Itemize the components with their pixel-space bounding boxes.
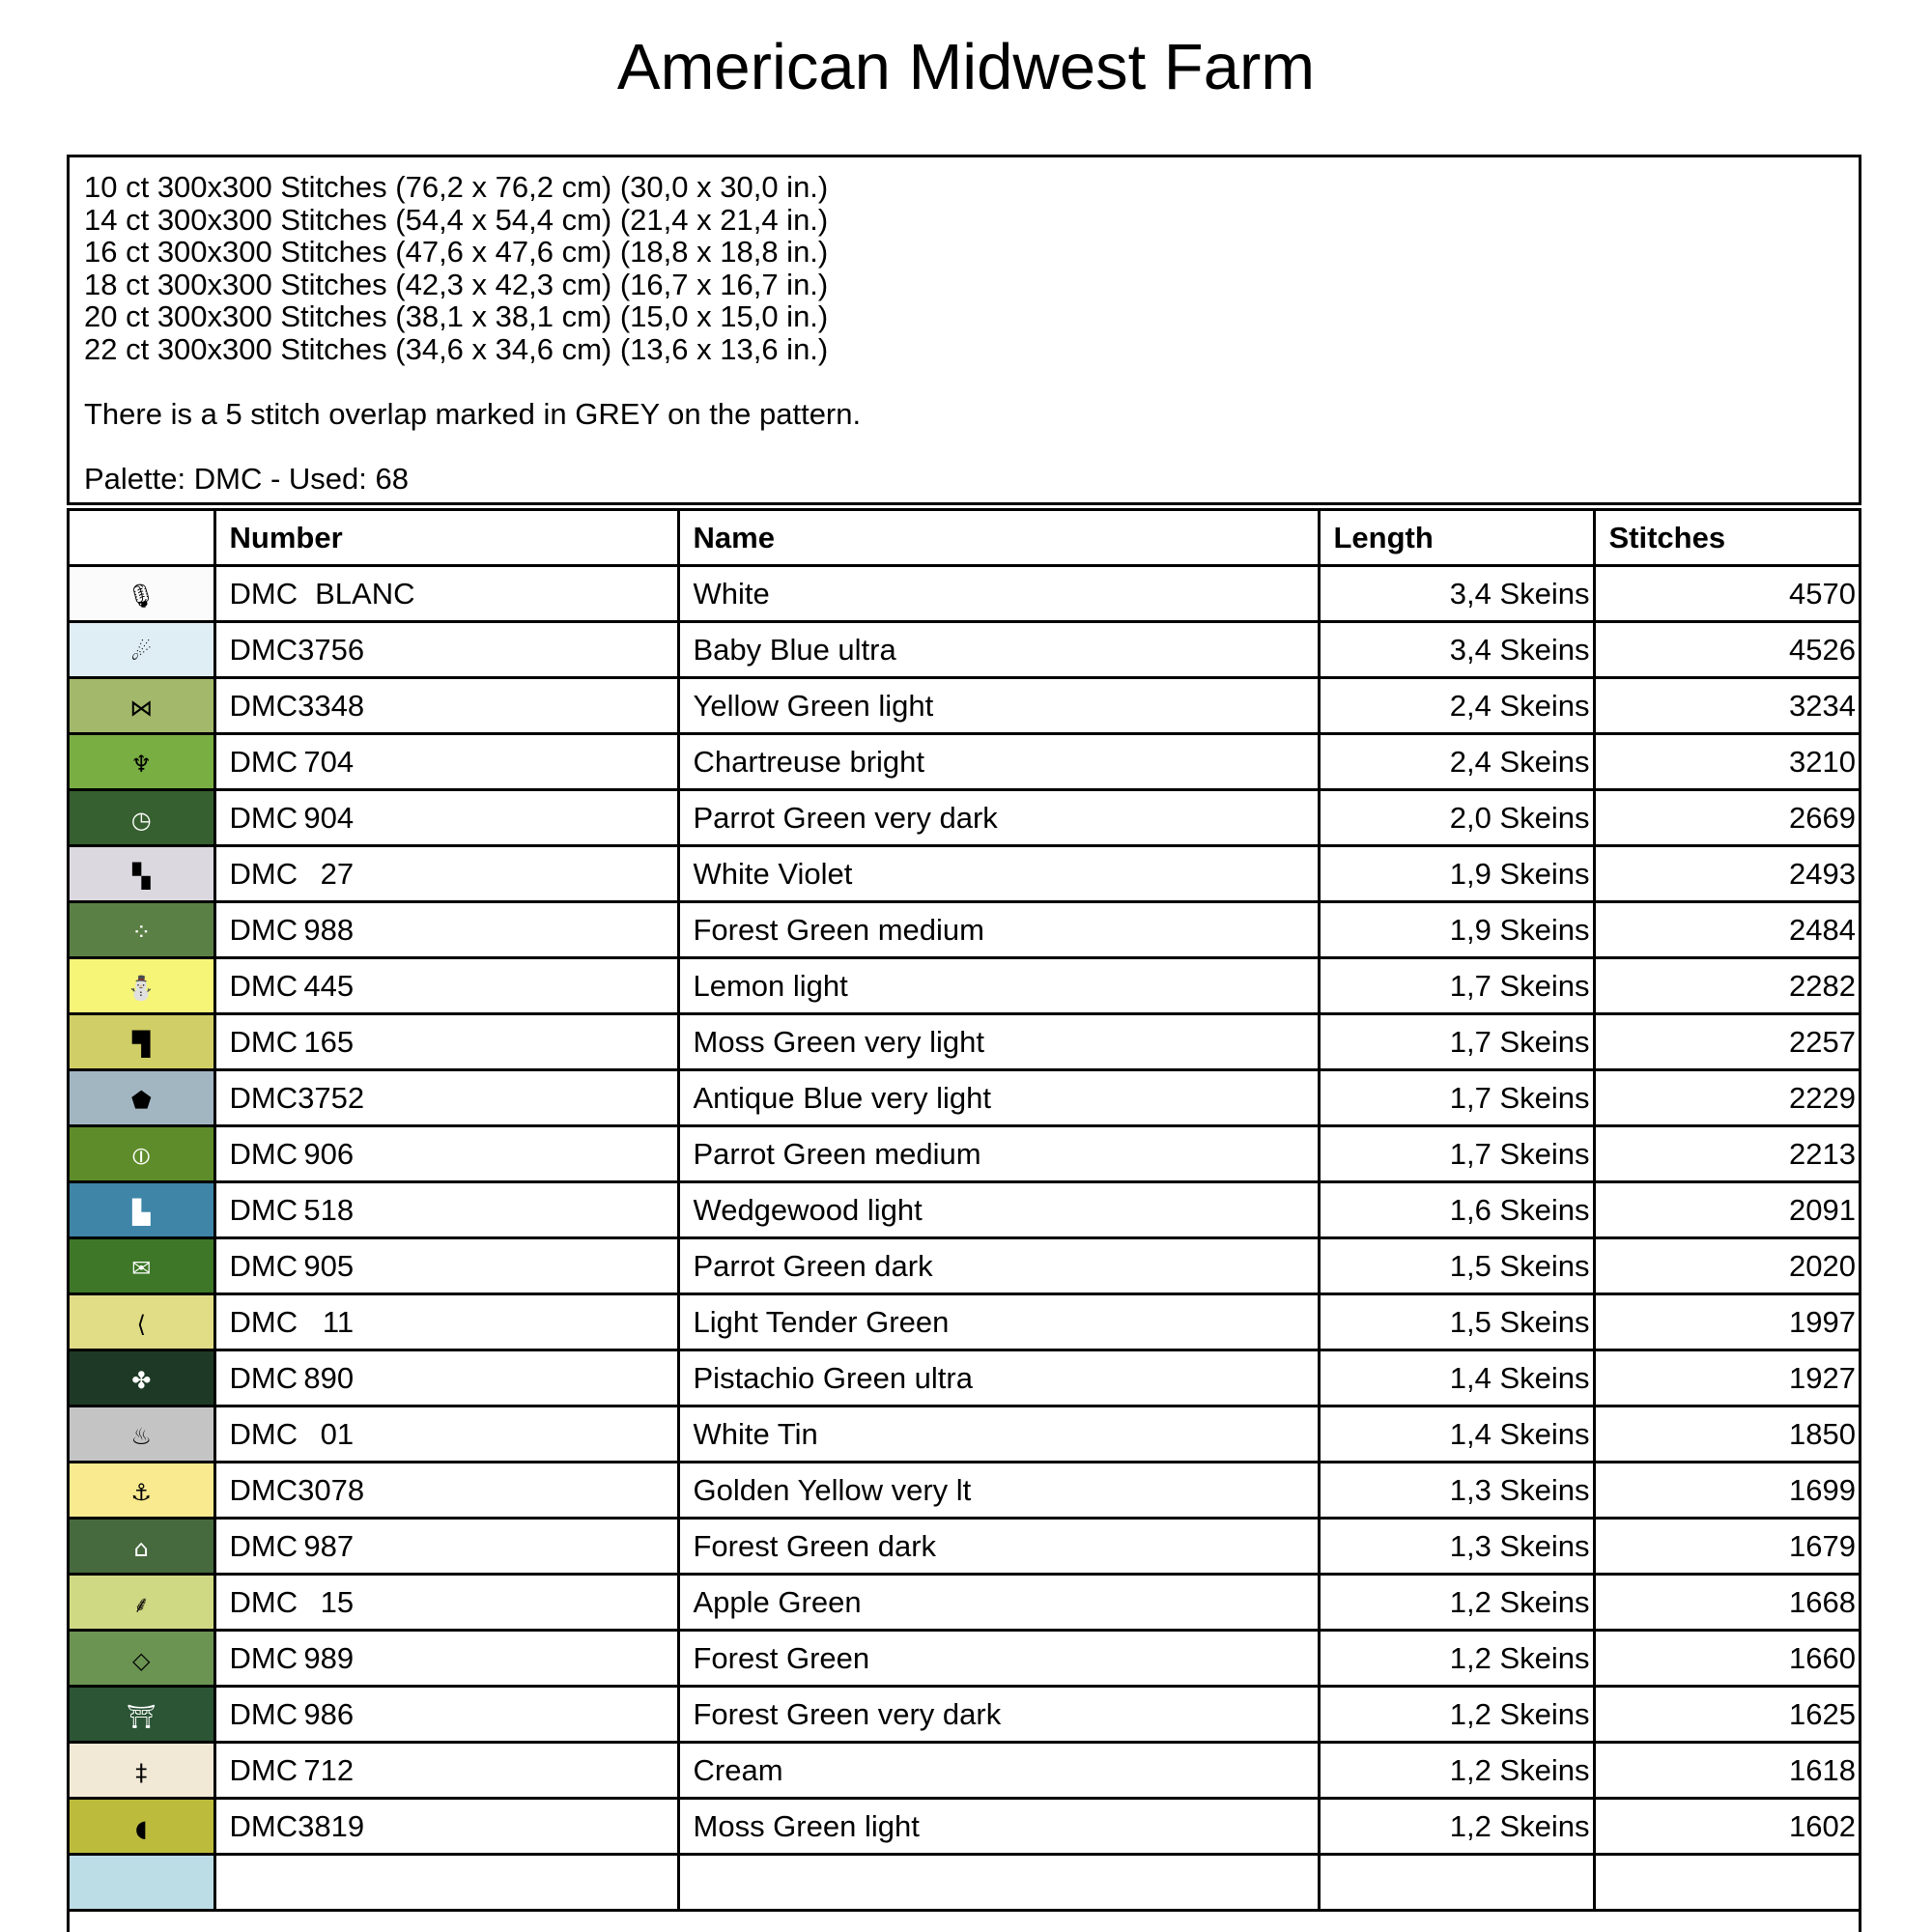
thread-name: Wedgewood light <box>678 1182 1319 1238</box>
thread-length: 1,2 Skeins <box>1319 1687 1594 1743</box>
thread-brand: DMC <box>229 1304 298 1339</box>
leaf-circle-icon: ⦶ <box>132 1142 150 1170</box>
thread-length: 1,5 Skeins <box>1319 1294 1594 1350</box>
thread-name: Forest Green <box>678 1631 1319 1687</box>
thread-name: Cream <box>678 1743 1319 1799</box>
thread-code: 890 <box>303 1360 355 1395</box>
color-swatch <box>70 1350 214 1406</box>
thread-name: Apple Green <box>678 1575 1319 1631</box>
thread-code: 986 <box>303 1696 355 1731</box>
header-length: Length <box>1319 511 1594 566</box>
snowman-icon: ⛄ <box>127 974 156 1002</box>
size-line: 10 ct 300x300 Stitches (76,2 x 76,2 cm) (30,0 x 30,0 in.) <box>84 170 829 204</box>
thread-number <box>214 1575 678 1631</box>
size-line: 16 ct 300x300 Stitches (47,6 x 47,6 cm) (18,8 x 18,8 in.) <box>84 235 829 269</box>
diamond-icon: ◇ <box>132 1646 151 1674</box>
thread-number <box>214 1350 678 1406</box>
thread-name: Chartreuse bright <box>678 734 1319 790</box>
table-row <box>70 1182 1859 1238</box>
thread-length: 1,3 Skeins <box>1319 1519 1594 1575</box>
stitch-count: 1997 <box>1594 1294 1859 1350</box>
steps-icon: ▚ <box>132 862 151 890</box>
thread-code: 3752 <box>298 1080 365 1115</box>
comet-icon: ☄ <box>130 638 152 666</box>
thread-code: 3756 <box>298 632 365 667</box>
thread-number <box>214 1799 678 1855</box>
table-row <box>70 1463 1859 1519</box>
stitch-count: 2213 <box>1594 1126 1859 1182</box>
thread-code: 989 <box>303 1640 355 1675</box>
thread-name: Moss Green light <box>678 1799 1319 1855</box>
thread-code: 987 <box>303 1528 355 1563</box>
table-row <box>70 902 1859 958</box>
table-row <box>70 1631 1859 1687</box>
envelope-icon: ✉ <box>131 1254 152 1282</box>
stitch-count: 2669 <box>1594 790 1859 846</box>
thread-brand: DMC <box>229 1640 298 1675</box>
stitch-count: 3210 <box>1594 734 1859 790</box>
color-swatch <box>70 734 214 790</box>
thread-brand: DMC <box>229 968 298 1003</box>
thread-name: White <box>678 566 1319 622</box>
thread-name: Parrot Green dark <box>678 1238 1319 1294</box>
table-body <box>70 566 1859 1911</box>
stitch-count: 2020 <box>1594 1238 1859 1294</box>
color-swatch <box>70 1855 214 1911</box>
thread-code: 712 <box>303 1752 355 1787</box>
thread-name: Yellow Green light <box>678 678 1319 734</box>
color-swatch <box>70 1182 214 1238</box>
stitch-count: 1660 <box>1594 1631 1859 1687</box>
palette-summary: Palette: DMC - Used: 68 <box>84 461 409 496</box>
table-cell <box>1319 1855 1594 1911</box>
table-row-partial <box>70 1855 1859 1911</box>
thread-code: 988 <box>303 912 355 947</box>
jellyfish-icon: ♆ <box>130 750 152 778</box>
thread-number <box>214 1519 678 1575</box>
thread-length: 1,7 Skeins <box>1319 958 1594 1014</box>
spacer <box>84 430 1859 463</box>
table-row <box>70 622 1859 678</box>
size-line: 22 ct 300x300 Stitches (34,6 x 34,6 cm) (13,6 x 13,6 in.) <box>84 331 829 366</box>
corner-block-icon: ▜ <box>132 1030 151 1058</box>
thread-brand: DMC <box>229 1192 298 1227</box>
thread-code: 905 <box>303 1248 355 1283</box>
angle-bar-icon: ⟨ <box>136 1310 146 1338</box>
pentagon-icon: ⬟ <box>130 1086 152 1114</box>
color-swatch <box>70 1070 214 1126</box>
thread-brand: DMC <box>229 1752 298 1787</box>
color-swatch <box>70 1126 214 1182</box>
thread-number <box>214 1070 678 1126</box>
thread-brand: DMC <box>229 856 298 891</box>
thread-brand: DMC <box>229 576 298 611</box>
table-row <box>70 1238 1859 1294</box>
table-row <box>70 1126 1859 1182</box>
thread-length: 1,2 Skeins <box>1319 1631 1594 1687</box>
thread-number <box>214 1406 678 1463</box>
thread-number <box>214 678 678 734</box>
color-swatch <box>70 566 214 622</box>
stitch-count: 1602 <box>1594 1799 1859 1855</box>
thread-name: Moss Green very light <box>678 1014 1319 1070</box>
color-swatch <box>70 846 214 902</box>
thread-number <box>214 566 678 622</box>
thread-code: 3348 <box>298 688 365 723</box>
spacer <box>84 365 1859 398</box>
thread-name: White Tin <box>678 1406 1319 1463</box>
table-cell <box>214 1855 678 1911</box>
thread-brand: DMC <box>229 744 298 779</box>
thread-length: 1,2 Skeins <box>1319 1743 1594 1799</box>
stitch-count: 2257 <box>1594 1014 1859 1070</box>
thread-number <box>214 790 678 846</box>
microphone-icon: 🎙 <box>127 582 156 610</box>
thread-name: Forest Green medium <box>678 902 1319 958</box>
table-row <box>70 1014 1859 1070</box>
table-row <box>70 1406 1859 1463</box>
signal-icon: ◖ <box>134 1814 148 1842</box>
stitch-count: 1618 <box>1594 1743 1859 1799</box>
size-info-box <box>67 155 1861 505</box>
thread-length: 1,7 Skeins <box>1319 1126 1594 1182</box>
stitch-count: 2229 <box>1594 1070 1859 1126</box>
stitch-count: 3234 <box>1594 678 1859 734</box>
thread-brand: DMC <box>229 688 298 723</box>
thread-brand: DMC <box>229 1696 298 1731</box>
timer-icon: ◷ <box>130 806 152 834</box>
thread-code: 165 <box>303 1024 355 1059</box>
thread-number <box>214 1743 678 1799</box>
color-swatch <box>70 1575 214 1631</box>
thread-number <box>214 1014 678 1070</box>
thread-length: 1,7 Skeins <box>1319 1014 1594 1070</box>
stitch-count: 2282 <box>1594 958 1859 1014</box>
thread-length: 1,9 Skeins <box>1319 846 1594 902</box>
size-line: 18 ct 300x300 Stitches (42,3 x 42,3 cm) (16,7 x 16,7 in.) <box>84 267 829 301</box>
thread-length: 1,9 Skeins <box>1319 902 1594 958</box>
thread-code: BLANC <box>315 576 415 611</box>
table-row <box>70 1575 1859 1631</box>
anchor-icon: ⚓ <box>130 1478 152 1506</box>
size-line: 14 ct 300x300 Stitches (54,4 x 54,4 cm) (21,4 x 21,4 in.) <box>84 202 829 237</box>
thread-brand: DMC <box>229 632 298 667</box>
table-row <box>70 1687 1859 1743</box>
thread-length: 1,3 Skeins <box>1319 1463 1594 1519</box>
thread-length: 1,6 Skeins <box>1319 1182 1594 1238</box>
thread-number <box>214 1687 678 1743</box>
table-row <box>70 958 1859 1014</box>
stitch-count: 4526 <box>1594 622 1859 678</box>
color-swatch <box>70 1294 214 1350</box>
thread-brand: DMC <box>229 1080 298 1115</box>
thread-length: 3,4 Skeins <box>1319 566 1594 622</box>
stitch-count: 1679 <box>1594 1519 1859 1575</box>
table-row <box>70 846 1859 902</box>
house-icon: ⌂ <box>133 1534 149 1562</box>
color-swatch <box>70 1799 214 1855</box>
header-number: Number <box>214 511 678 566</box>
dots-icon: ⁘ <box>131 918 152 946</box>
thread-brand: DMC <box>229 1024 298 1059</box>
table-row <box>70 1350 1859 1406</box>
thread-brand: DMC <box>229 912 298 947</box>
thread-brand: DMC <box>229 1248 298 1283</box>
thread-name: Golden Yellow very lt <box>678 1463 1319 1519</box>
thread-number <box>214 902 678 958</box>
thread-name: Lemon light <box>678 958 1319 1014</box>
thread-code: 11 <box>322 1304 355 1339</box>
thread-length: 1,2 Skeins <box>1319 1799 1594 1855</box>
table-row <box>70 1519 1859 1575</box>
table-cell <box>678 1855 1319 1911</box>
table-row <box>70 790 1859 846</box>
color-swatch <box>70 1238 214 1294</box>
color-swatch <box>70 958 214 1014</box>
thread-code: 906 <box>303 1136 355 1171</box>
table-row <box>70 1743 1859 1799</box>
thread-brand: DMC <box>229 800 298 835</box>
table-row <box>70 566 1859 622</box>
thread-name: Light Tender Green <box>678 1294 1319 1350</box>
thread-number <box>214 1126 678 1182</box>
thread-code: 704 <box>303 744 355 779</box>
thread-number <box>214 1294 678 1350</box>
thread-table-container <box>67 508 1861 1932</box>
thread-length: 2,0 Skeins <box>1319 790 1594 846</box>
color-swatch <box>70 902 214 958</box>
table-row <box>70 734 1859 790</box>
thread-number <box>214 958 678 1014</box>
thread-length: 1,4 Skeins <box>1319 1350 1594 1406</box>
stitch-count: 2493 <box>1594 846 1859 902</box>
thread-name: Forest Green very dark <box>678 1687 1319 1743</box>
thread-number <box>214 846 678 902</box>
thread-brand: DMC <box>229 1528 298 1563</box>
thread-name: White Violet <box>678 846 1319 902</box>
thread-name: Parrot Green very dark <box>678 790 1319 846</box>
thread-length: 2,4 Skeins <box>1319 734 1594 790</box>
hot-springs-icon: ♨ <box>130 1422 152 1450</box>
color-swatch <box>70 1743 214 1799</box>
thread-code: 3819 <box>298 1808 365 1843</box>
gate-icon: ⛩ <box>127 1702 156 1730</box>
table-row <box>70 1799 1859 1855</box>
color-swatch <box>70 1406 214 1463</box>
overlap-note: There is a 5 stitch overlap marked in GREY on the pattern. <box>84 396 862 431</box>
table-row <box>70 1294 1859 1350</box>
thread-name: Forest Green dark <box>678 1519 1319 1575</box>
thread-name: Parrot Green medium <box>678 1126 1319 1182</box>
thread-code: 15 <box>320 1584 355 1619</box>
thread-brand: DMC <box>229 1808 298 1843</box>
thread-number <box>214 1238 678 1294</box>
swirl-icon: ⸙ <box>132 1590 151 1618</box>
page-title: American Midwest Farm <box>616 31 1316 103</box>
stitch-count: 4570 <box>1594 566 1859 622</box>
thread-name: Pistachio Green ultra <box>678 1350 1319 1406</box>
header-stitches: Stitches <box>1594 511 1859 566</box>
stitch-count: 1850 <box>1594 1406 1859 1463</box>
stitch-count: 2484 <box>1594 902 1859 958</box>
fan-icon: ✤ <box>131 1366 152 1394</box>
color-swatch <box>70 622 214 678</box>
thread-brand: DMC <box>229 1472 298 1507</box>
thread-code: 445 <box>303 968 355 1003</box>
thread-brand: DMC <box>229 1416 298 1451</box>
thread-brand: DMC <box>229 1360 298 1395</box>
stitch-count: 1625 <box>1594 1687 1859 1743</box>
thread-number <box>214 734 678 790</box>
color-swatch <box>70 1519 214 1575</box>
thread-code: 3078 <box>298 1472 365 1507</box>
thread-length: 1,5 Skeins <box>1319 1238 1594 1294</box>
table-row <box>70 678 1859 734</box>
thread-table <box>70 511 1859 1912</box>
thread-number <box>214 1631 678 1687</box>
color-swatch <box>70 790 214 846</box>
stitch-count: 1927 <box>1594 1350 1859 1406</box>
stitch-count: 2091 <box>1594 1182 1859 1238</box>
thread-number <box>214 1463 678 1519</box>
bowtie-icon: ⋈ <box>129 694 154 722</box>
table-row <box>70 1070 1859 1126</box>
thread-length: 2,4 Skeins <box>1319 678 1594 734</box>
stitch-count: 1668 <box>1594 1575 1859 1631</box>
size-line: 20 ct 300x300 Stitches (38,1 x 38,1 cm) (15,0 x 15,0 in.) <box>84 299 829 333</box>
color-swatch <box>70 1463 214 1519</box>
table-header-row <box>70 511 1859 566</box>
header-symbol <box>70 511 214 566</box>
header-name: Name <box>678 511 1319 566</box>
thread-name: Antique Blue very light <box>678 1070 1319 1126</box>
thread-brand: DMC <box>229 1136 298 1171</box>
thread-brand: DMC <box>229 1584 298 1619</box>
thread-length: 1,7 Skeins <box>1319 1070 1594 1126</box>
thread-code: 904 <box>303 800 355 835</box>
thread-code: 518 <box>303 1192 355 1227</box>
stitch-count: 1699 <box>1594 1463 1859 1519</box>
cross-bar-icon: ‡ <box>135 1758 148 1786</box>
color-swatch <box>70 1631 214 1687</box>
color-swatch <box>70 1014 214 1070</box>
thread-length: 1,4 Skeins <box>1319 1406 1594 1463</box>
table-cell <box>1594 1855 1859 1911</box>
color-swatch <box>70 678 214 734</box>
color-swatch <box>70 1687 214 1743</box>
thread-code: 01 <box>320 1416 355 1451</box>
l-block-icon: ▙ <box>132 1198 151 1226</box>
thread-code: 27 <box>320 856 355 891</box>
thread-length: 1,2 Skeins <box>1319 1575 1594 1631</box>
thread-length: 3,4 Skeins <box>1319 622 1594 678</box>
thread-number <box>214 1182 678 1238</box>
thread-number <box>214 622 678 678</box>
thread-name: Baby Blue ultra <box>678 622 1319 678</box>
